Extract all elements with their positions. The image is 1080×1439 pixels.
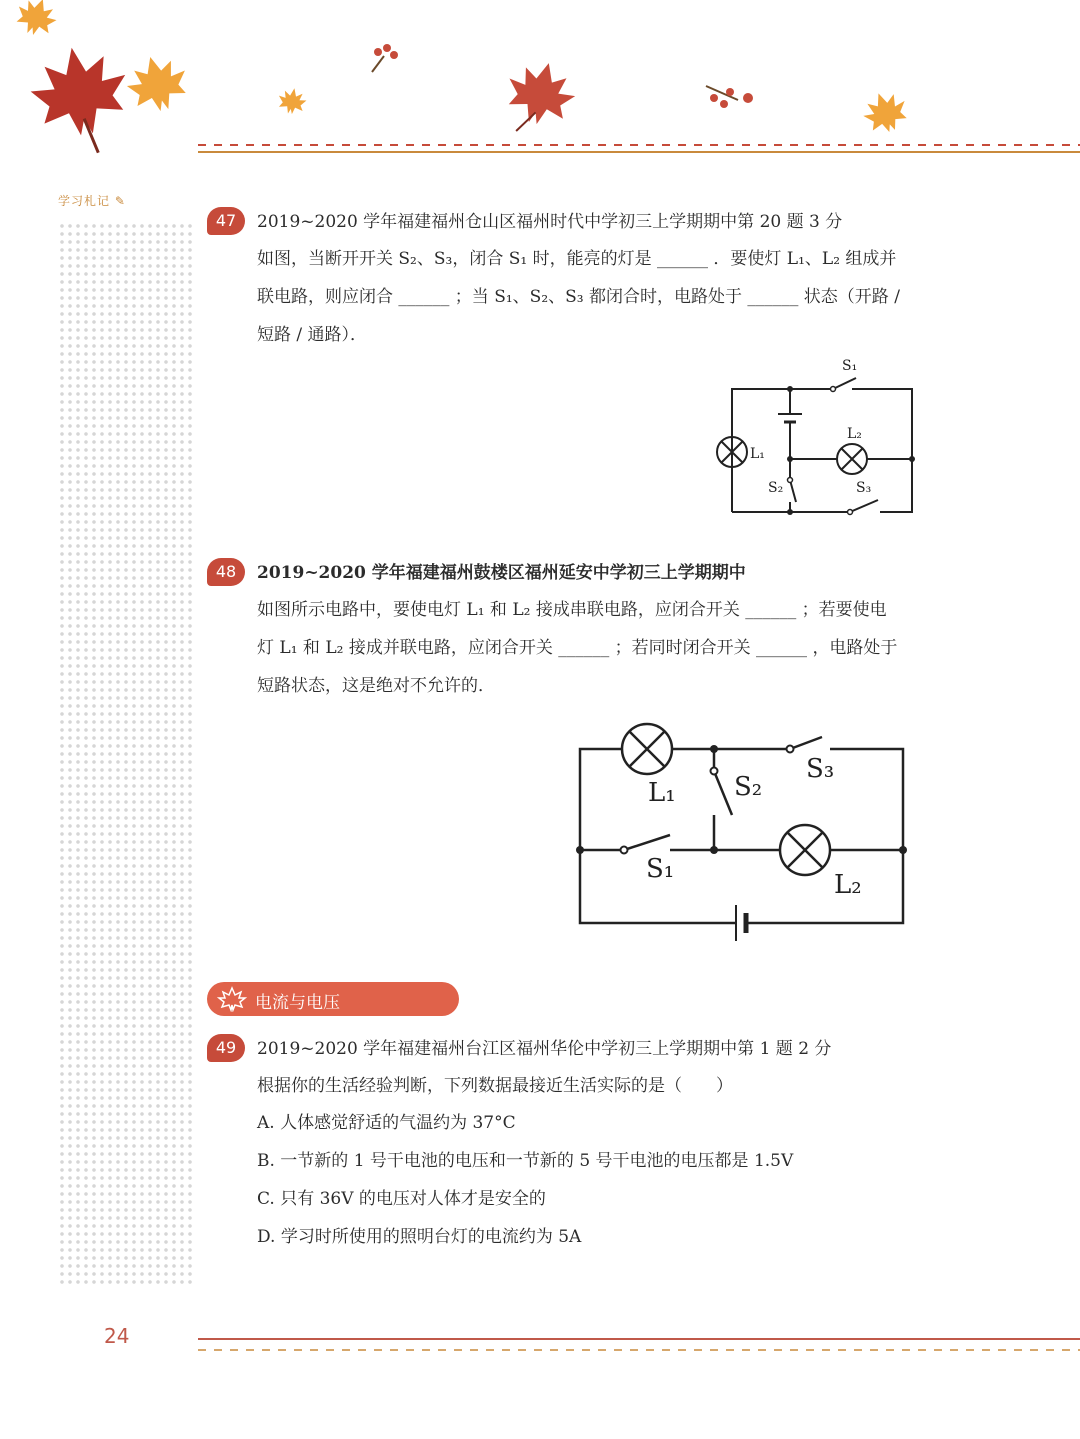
lamp-l1-label: L₁ xyxy=(648,778,676,808)
berry-branch-icon xyxy=(706,86,753,108)
lamp-l2-label: L₂ xyxy=(834,870,862,900)
option-a: A. 人体感觉舒适的气温约为 37°C xyxy=(257,1113,516,1133)
section-header xyxy=(207,982,459,1016)
section-title: 电流与电压 xyxy=(255,993,340,1013)
question-stem: 根据你的生活经验判断，下列数据最接近生活实际的是（ ） xyxy=(257,1076,733,1096)
sidebar-label: 学习札记 ✎ xyxy=(58,194,126,208)
circuit-diagram-q48 xyxy=(560,715,930,955)
maple-leaf-icon xyxy=(121,49,193,118)
question-number-badge: 49 xyxy=(207,1034,245,1062)
switch-s3-label: S₃ xyxy=(806,754,835,784)
question-number-badge: 48 xyxy=(207,558,245,586)
maple-leaf-icon xyxy=(497,54,582,143)
switch-s2-label: S₂ xyxy=(734,772,763,802)
pencil-icon: ✎ xyxy=(110,194,126,208)
option-d: D. 学习时所使用的照明台灯的电流约为 5A xyxy=(257,1227,582,1247)
maple-leaf-icon xyxy=(11,0,61,41)
switch-s1-label: S₁ xyxy=(842,358,858,374)
maple-leaf-icon xyxy=(858,86,913,139)
switch-s3-label: S₃ xyxy=(856,480,872,496)
footer-dashed-line xyxy=(198,1347,1080,1353)
lamp-l2-label: L₂ xyxy=(847,426,862,442)
question-text-line: 短路状态，这是绝对不允许的． xyxy=(257,676,495,696)
question-text-line: 短路 / 通路）． xyxy=(257,325,368,345)
option-b: B. 一节新的 1 号干电池的电压和一节新的 5 号干电池的电压都是 1.5V xyxy=(257,1151,794,1171)
maple-leaf-icon xyxy=(24,39,137,160)
question-source: 2019~2020 学年福建福州仓山区福州时代中学初三上学期期中第 20 题 3 分 xyxy=(257,212,843,232)
maple-leaf-icon xyxy=(276,86,308,116)
question-text-line: 如图，当断开开关 S₂、S₃，闭合 S₁ 时，能亮的灯是 ______ ．要使灯 L₁、L₂ 组成并 xyxy=(257,249,897,269)
page-number: 24 xyxy=(104,1324,130,1348)
switch-s2-label: S₂ xyxy=(768,480,784,496)
autumn-leaves-decoration xyxy=(0,0,1080,160)
header-divider xyxy=(198,143,1080,155)
question-text-line: 灯 L₁ 和 L₂ 接成并联电路，应闭合开关 ______ ；若同时闭合开关 ______ ，电路处于 xyxy=(257,638,898,658)
question-number-badge: 47 xyxy=(207,207,245,235)
circuit-diagram-q47 xyxy=(700,352,940,527)
question-text-line: 如图所示电路中，要使电灯 L₁ 和 L₂ 接成串联电路，应闭合开关 ______ ；若要使电 xyxy=(257,600,887,620)
notes-dot-grid xyxy=(58,222,194,1287)
switch-s1-label: S₁ xyxy=(646,854,675,884)
question-text-line: 联电路，则应闭合 ______ ；当 S₁、S₂、S₃ 都闭合时，电路处于 ______ 状态（开路 / xyxy=(257,287,900,307)
question-source: 2019~2020 学年福建福州台江区福州华伦中学初三上学期期中第 1 题 2 分 xyxy=(257,1039,832,1059)
maple-leaf-icon xyxy=(217,986,247,1012)
berry-branch-icon xyxy=(372,44,398,72)
question-source: 2019~2020 学年福建福州鼓楼区福州延安中学初三上学期期中 xyxy=(257,563,746,583)
option-c: C. 只有 36V 的电压对人体才是安全的 xyxy=(257,1189,546,1209)
footer-divider xyxy=(198,1338,1080,1340)
lamp-l1-label: L₁ xyxy=(750,446,765,462)
